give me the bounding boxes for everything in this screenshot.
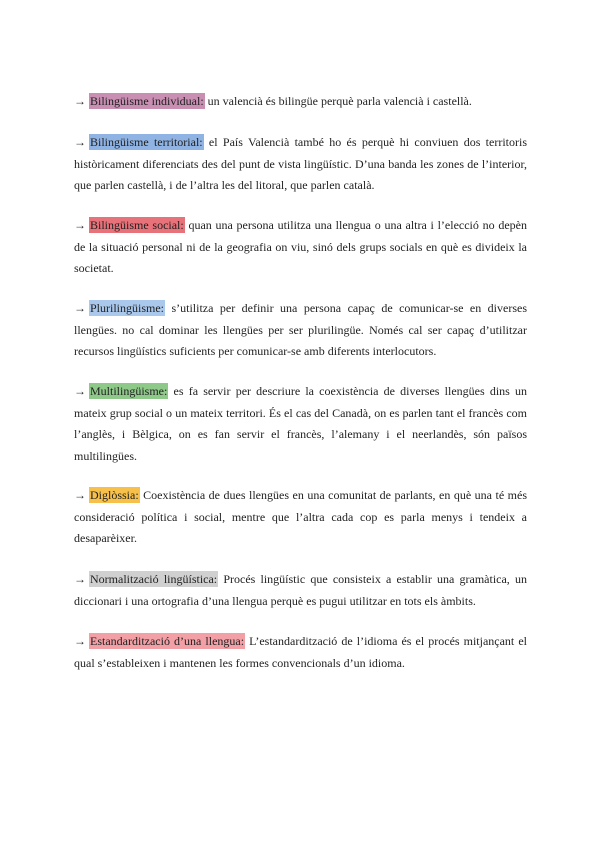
- definition-entry-8: [74, 631, 527, 674]
- arrow-icon: →: [74, 218, 86, 232]
- definition-entry-2: [74, 132, 527, 197]
- definition-text: es fa servir per descriure la coexistència de diverses llengües dins un mateix grup social o un mateix territori. És el cas del Canadà, on es parlen tant el francès com l’anglès, i Bèlgica, on es fan servir el francès, l’alemany i el neerlandès, són països multilingües.: [74, 384, 527, 463]
- arrow-icon: →: [74, 634, 86, 648]
- term-highlight: Plurilingüisme:: [90, 301, 165, 315]
- arrow-icon: →: [74, 94, 86, 108]
- definition-text: s’utilitza per definir una persona capaç de comunicar-se en diverses llengües. no cal dominar les llengües per ser plurilingüe. Només cal ser capaç d’utilitzar recursos lingüístics suficients per comunicar-se amb diferents interlocutors.: [74, 301, 527, 358]
- term-highlight: Bilingüisme individual:: [90, 94, 204, 108]
- definition-text: un valencià és bilingüe perquè parla valencià i castellà.: [204, 94, 472, 108]
- definition-entry-1: [74, 91, 527, 113]
- term-highlight: Multilingüisme:: [90, 384, 168, 398]
- term-highlight: Estandardització d’una llengua:: [90, 634, 245, 648]
- definition-entry-4: [74, 298, 527, 363]
- definition-entry-7: [74, 569, 527, 612]
- arrow-icon: →: [74, 301, 86, 315]
- definition-entry-5: [74, 381, 527, 467]
- definition-text: L’estandardització de l’idioma és el procés mitjançant el qual s’estableixen i mantenen les formes convencionals d’un idioma.: [74, 634, 527, 670]
- term-highlight: Normalització lingüística:: [90, 572, 218, 586]
- definition-entry-6: [74, 485, 527, 550]
- arrow-icon: →: [74, 384, 86, 398]
- arrow-icon: →: [74, 135, 86, 149]
- term-highlight: Diglòssia:: [90, 488, 139, 502]
- definition-text: Procés lingüístic que consisteix a establir una gramàtica, un diccionari i una ortografia d’una llengua perquè es pugui utilitzar en tots els àmbits.: [74, 572, 527, 608]
- definition-text: el País Valencià també ho és perquè hi conviuen dos territoris històricament diferenciats des del punt de vista lingüístic. D’una banda les zones de l’interior, que parlen castellà, i de l’altra les del litoral, que parlen català.: [74, 135, 527, 192]
- arrow-icon: →: [74, 572, 86, 586]
- definition-entry-3: [74, 215, 527, 280]
- term-highlight: Bilingüisme social:: [90, 218, 184, 232]
- definition-text: quan una persona utilitza una llengua o una altra i l’elecció no depèn de la situació personal ni de la geografia on viu, sinó dels grups socials en què es divideix la societat.: [74, 218, 527, 275]
- definition-text: Coexistència de dues llengües en una comunitat de parlants, en què una té més consideració política i social, mentre que l’altra cada cop es parla menys i tendeix a desaparèixer.: [74, 488, 527, 545]
- arrow-icon: →: [74, 488, 86, 502]
- term-highlight: Bilingüisme territorial:: [90, 135, 203, 149]
